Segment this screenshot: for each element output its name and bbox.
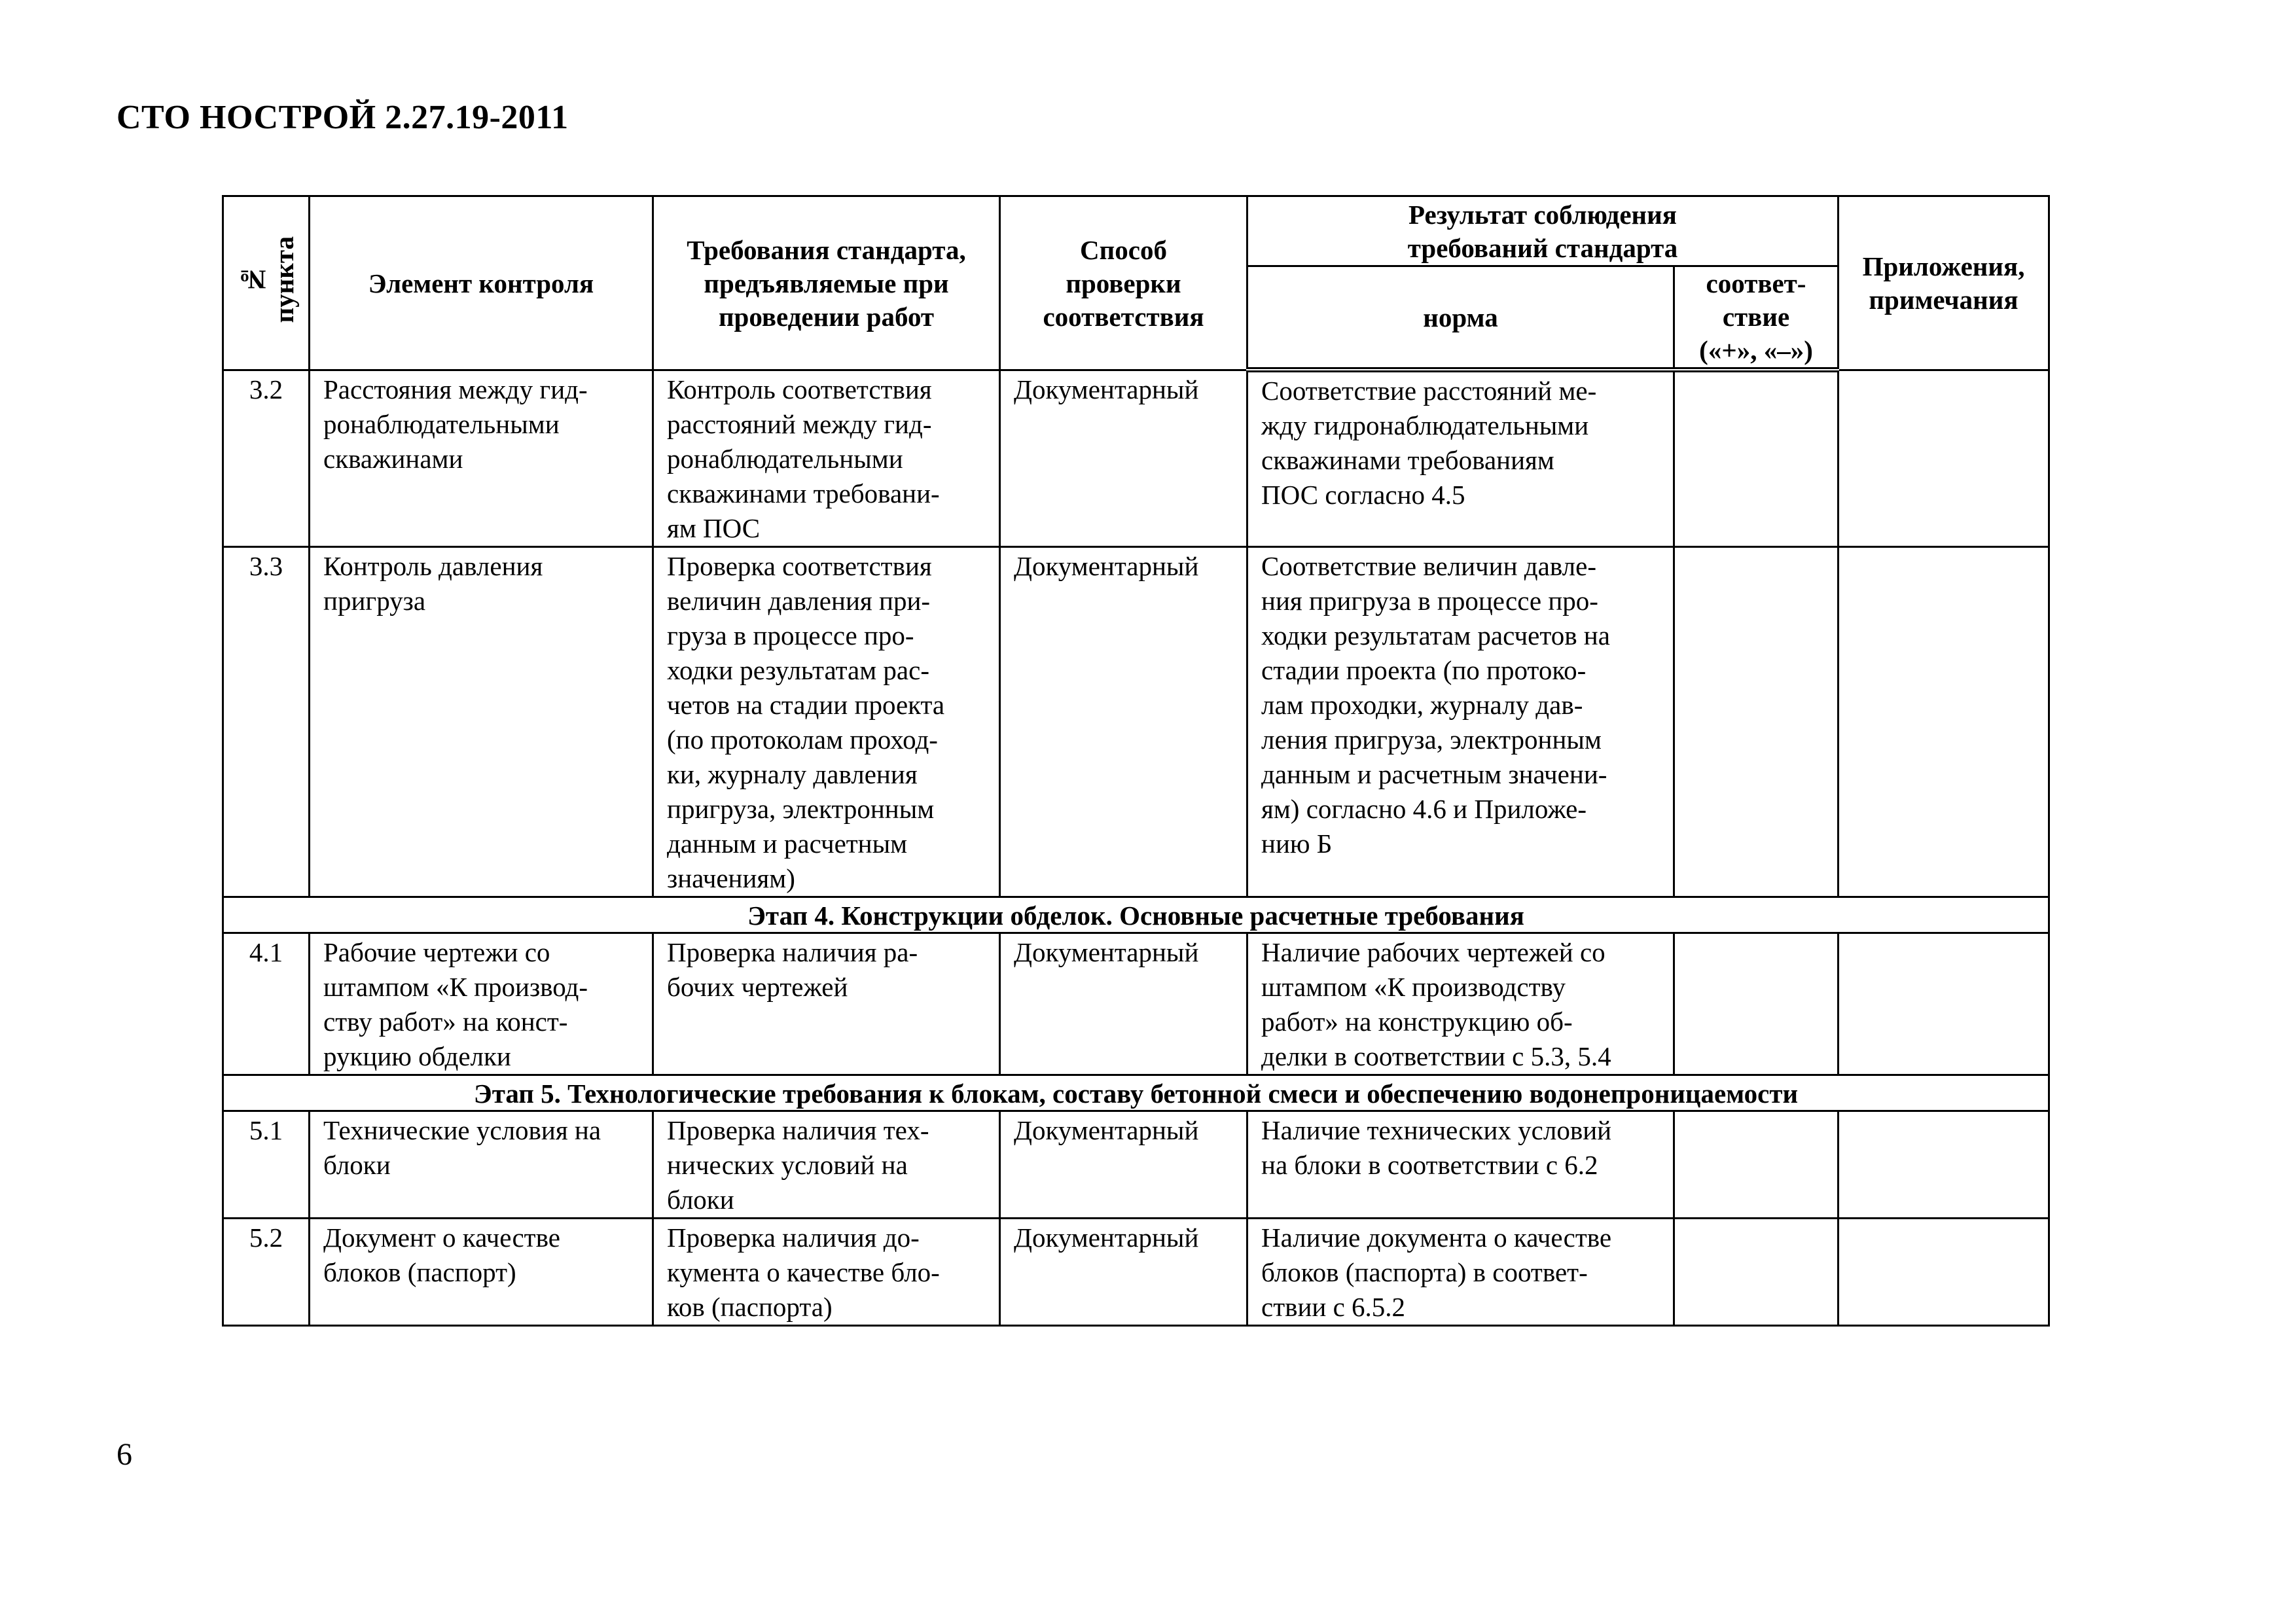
row-method: Документарный <box>1000 1218 1247 1325</box>
table-row <box>223 1111 2049 1218</box>
header-compliance: соответ- ствие («+», «–») <box>1674 266 1839 370</box>
row-element: Документ о качестве блоков (паспорт) <box>310 1218 653 1325</box>
row-requirement: Проверка соответствия величин давления при- груза в процессе про- ходки результатам рас- четов на стадии проекта (по протоколам проход- ки, журналу давления пригруза, электронным данным и расчетным значениям) <box>653 546 1000 897</box>
header-result: Результат соблюдения требований стандарта <box>1247 196 1839 266</box>
row-requirement: Контроль соответствия расстояний между гид- ронаблюдательными скважинами требовани- ям ПОС <box>653 370 1000 546</box>
row-compliance <box>1674 546 1839 897</box>
row-number: 3.2 <box>223 370 310 546</box>
page-number: 6 <box>117 1437 132 1472</box>
row-method: Документарный <box>1000 1111 1247 1218</box>
header-row-top <box>223 196 2049 266</box>
row-number: 3.3 <box>223 546 310 897</box>
row-compliance <box>1674 1111 1839 1218</box>
row-norm: Наличие технических условий на блоки в соответствии с 6.2 <box>1247 1111 1674 1218</box>
row-compliance <box>1674 933 1839 1075</box>
row-compliance <box>1674 1218 1839 1325</box>
row-method: Документарный <box>1000 546 1247 897</box>
row-norm: Соответствие расстояний ме- жду гидронаблюдательными скважинами требованиям ПОС согласно 4.5 <box>1247 370 1674 546</box>
table-row <box>223 933 2049 1075</box>
row-element: Технические условия на блоки <box>310 1111 653 1218</box>
table-row <box>223 1218 2049 1325</box>
row-number: 5.1 <box>223 1111 310 1218</box>
row-number: 5.2 <box>223 1218 310 1325</box>
stage-row <box>223 897 2049 933</box>
row-method: Документарный <box>1000 370 1247 546</box>
document-header: СТО НОСТРОЙ 2.27.19-2011 <box>117 99 569 136</box>
row-requirement: Проверка наличия ра- бочих чертежей <box>653 933 1000 1075</box>
row-element: Контроль давления пригруза <box>310 546 653 897</box>
row-notes <box>1839 370 2049 546</box>
stage-4-title: Этап 4. Конструкции обделок. Основные расчетные требования <box>223 897 2049 933</box>
header-number-label: № пункта <box>238 236 299 323</box>
row-element: Расстояния между гид- ронаблюдательными скважинами <box>310 370 653 546</box>
control-table <box>222 195 2050 1327</box>
row-notes <box>1839 546 2049 897</box>
header-method: Способ проверки соответствия <box>1000 196 1247 370</box>
row-requirement: Проверка наличия тех- нических условий на блоки <box>653 1111 1000 1218</box>
row-element: Рабочие чертежи со штампом «К производ- ству работ» на конст- рукцию обделки <box>310 933 653 1075</box>
table-row <box>223 370 2049 546</box>
row-norm: Наличие рабочих чертежей со штампом «К производству работ» на конструкцию об- делки в соответствии с 5.3, 5.4 <box>1247 933 1674 1075</box>
row-notes <box>1839 933 2049 1075</box>
header-requirements: Требования стандарта, предъявляемые при проведении работ <box>653 196 1000 370</box>
row-compliance <box>1674 370 1839 546</box>
header-notes: Приложения, примечания <box>1839 196 2049 370</box>
row-notes <box>1839 1218 2049 1325</box>
row-norm: Наличие документа о качестве блоков (паспорта) в соответ- ствии с 6.5.2 <box>1247 1218 1674 1325</box>
row-norm: Соответствие величин давле- ния пригруза в процессе про- ходки результатам расчетов на стадии проекта (по протоко- лам проходки, журналу дав- ления пригруза, электронным данным и расчетным значени- ям) согласно 4.6 и Приложе- нию Б <box>1247 546 1674 897</box>
stage-5-title: Этап 5. Технологические требования к блокам, составу бетонной смеси и обеспечению водонепроницаемости <box>223 1075 2049 1111</box>
header-number <box>223 196 310 370</box>
header-norm: норма <box>1247 266 1674 370</box>
table-row <box>223 546 2049 897</box>
header-element: Элемент контроля <box>310 196 653 370</box>
stage-row <box>223 1075 2049 1111</box>
row-method: Документарный <box>1000 933 1247 1075</box>
row-number: 4.1 <box>223 933 310 1075</box>
row-notes <box>1839 1111 2049 1218</box>
row-requirement: Проверка наличия до- кумента о качестве бло- ков (паспорта) <box>653 1218 1000 1325</box>
